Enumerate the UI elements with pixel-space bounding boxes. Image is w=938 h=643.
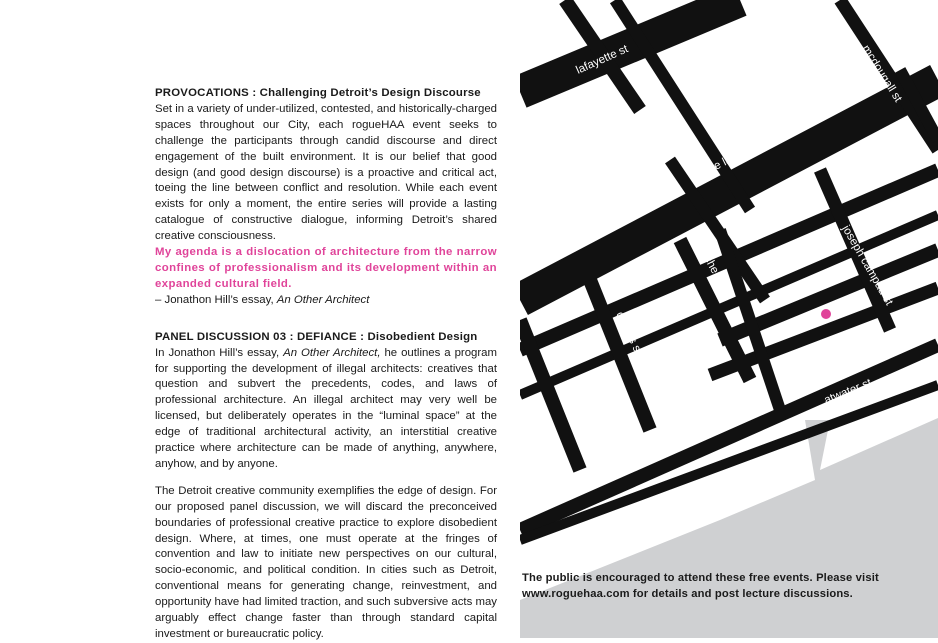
- label-larned: e larned st: [712, 138, 766, 173]
- river-area: [520, 418, 938, 638]
- attribution-prefix: – Jonathon Hill’s essay,: [155, 293, 277, 306]
- panel-discussion-block: [155, 330, 497, 473]
- event-location-marker: [821, 309, 832, 320]
- section-body-provocations: Set in a variety of under-utilized, contested, and historically-charged spaces throughout our City, each rogueHAA event seeks to challenge the participants through candid discourse and direct engagement of the built environment. It is our belief that good design (and good design discourse) is a proactive and critical act, toeing the line between conflict and resolution. While each event exists for only a moment, the entire series will provide a lasting catalogue of constructive dialogue, informing Detroit’s shared creative consciousness.: [155, 102, 497, 243]
- quote-attribution: [155, 293, 497, 309]
- pull-quote: My agenda is a dislocation of architecture from the narrow confines of professionalism and its development within an expanded cultural field.: [155, 246, 497, 290]
- label-lafayette: lafayette st: [574, 43, 631, 77]
- street-map: [520, 0, 938, 638]
- section-body-community: The Detroit creative community exemplifies the edge of design. For our proposed panel discussion, we will discard the preconceived boundaries of professional creative practice to explore disobedient design. Where, at times, one must operate at the fringes of convention and law to initiate new perspectives on our cultural, socio-economic, and political condition. In cities such as Detroit, conventional means for generating change, reinvestment, and opportunity have had limited traction, and such subversive acts may arguably effect change faster than through standard capital investment or bureaucratic policy.: [155, 484, 497, 640]
- label-chene: chene st: [701, 253, 733, 298]
- label-guoin: guoin st: [808, 343, 851, 370]
- label-jefferson: e jefferson ave: [725, 193, 799, 239]
- community-block: [155, 484, 497, 643]
- attribution-title: An Other Architect: [276, 293, 370, 306]
- label-dubois: dubois st: [613, 310, 645, 357]
- section-body-panel: [155, 346, 497, 473]
- public-notice: The public is encouraged to attend these free events. Please visit www.roguehaa.com for details and post lecture discussions.: [522, 572, 879, 600]
- label-mcdougall: mcdougall st: [859, 43, 904, 105]
- text-column: [155, 86, 497, 643]
- panel-body: he outlines a program for supporting the development of illegal architects: creatives that question and subvert the precedents, codes, and laws of professional architecture. An illegal architect may very well be licensed, but deliberately operates in the “luminal space” at the edge of traditional architectural activity, an interstitial creative practice where architecture can be made of anything, anywhere, anyhow, and by anyone.: [155, 346, 497, 470]
- section-heading-provocations: PROVOCATIONS : Challenging Detroit’s Design Discourse: [155, 87, 481, 99]
- map-svg: [520, 0, 938, 638]
- section-heading-panel: PANEL DISCUSSION 03 : DEFIANCE : Disobedient Design: [155, 330, 478, 343]
- panel-intro: In Jonathon Hill’s essay,: [155, 346, 284, 359]
- label-atwater: atwater st: [822, 376, 874, 407]
- panel-intro-title: An Other Architect,: [283, 346, 381, 359]
- label-franklin: e franklin st: [766, 272, 826, 307]
- label-joseph-campau: joseph campau st: [839, 223, 895, 308]
